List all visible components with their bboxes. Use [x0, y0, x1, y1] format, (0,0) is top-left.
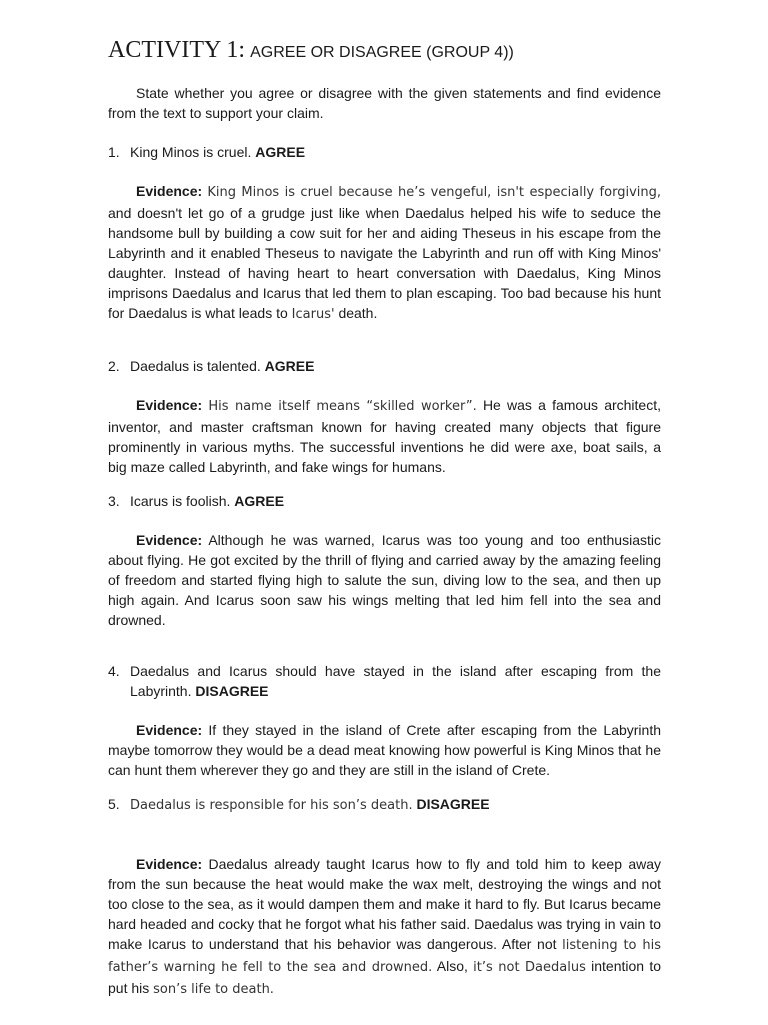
- evidence-lead: His name itself means “skilled worker”.: [208, 399, 477, 414]
- evidence-label: Evidence:: [136, 532, 203, 548]
- evidence-name: Icarus': [291, 307, 335, 322]
- evidence-4: [108, 720, 661, 780]
- answer-badge: AGREE: [255, 144, 306, 160]
- statement-number: 1.: [108, 144, 120, 160]
- statement-5: [108, 794, 661, 816]
- activity-title: [108, 36, 661, 67]
- evidence-3: [108, 530, 661, 630]
- evidence-body: and doesn't let go of a grudge just like when Daedalus helped his wife to seduce the handsome bull by building a cow suit for her and aiding Theseus in his escape from the Labyrinth and it enabled Theseus to navigate the Labyrinth and run off with King Minos' daughter. Instead of having heart to heart conversation with Daedalus, King Minos imprisons Daedalus and Icarus that led them to plan escaping. Too bad because his hunt for Daedalus is what leads to: [108, 205, 661, 321]
- evidence-label: Evidence:: [136, 183, 203, 199]
- statement-number: 4.: [108, 663, 120, 679]
- document-page: [108, 36, 661, 1025]
- evidence-body: He was a famous architect, inventor, and master craftsman known for having created many objects that figure prominently in various myths. The successful inventions he did were axe, boat sails, a big maze called Labyrinth, and fake wings for humans.: [108, 397, 662, 475]
- statement-text: Daedalus is responsible for his son’s death.: [130, 798, 413, 813]
- statement-text: King Minos is cruel.: [130, 144, 252, 160]
- statement-number: 5.: [108, 796, 120, 812]
- statement-text: Icarus is foolish.: [130, 493, 231, 509]
- evidence-body: Daedalus already taught Icarus how to fly and told him to keep away from the sun because the heat would make the wax melt, destroying the wings and not too close to the sea, as it would dampen them and make it hard to fly. But Icarus became hard headed and cocky that he forgot what his father said. Daedalus was trying in vain to make Icarus to understand that his behavior was dangerous. After not: [108, 856, 662, 952]
- evidence-tail: death.: [338, 305, 378, 321]
- statement-2: [108, 356, 661, 376]
- answer-badge: DISAGREE: [195, 683, 269, 699]
- title-activity-number: ACTIVITY 1:: [108, 37, 246, 63]
- statement-number: 2.: [108, 358, 120, 374]
- title-activity-name: AGREE OR DISAGREE (GROUP 4)): [250, 44, 514, 61]
- evidence-light-3: son’s life to death.: [153, 982, 274, 997]
- evidence-body: If they stayed in the island of Crete after escaping from the Labyrinth maybe tomorrow they would be a dead meat knowing how powerful is King Minos that he can hunt them wherever they go and they are still in the island of Crete.: [108, 722, 661, 778]
- statement-3: [108, 491, 661, 511]
- answer-badge: AGREE: [264, 358, 315, 374]
- evidence-1: [108, 181, 661, 325]
- instructions: State whether you agree or disagree with the given statements and find evidence from the text to support your claim.: [108, 85, 661, 121]
- evidence-mid: Also,: [436, 958, 468, 974]
- statement-4: [108, 661, 661, 701]
- statement-1: [108, 142, 661, 162]
- evidence-body: Although he was warned, Icarus was too young and too enthusiastic about flying. He got excited by the thrill of flying and carried away by the amazing feeling of freedom and started flying high to salute the sun, diving low to the sea, and then up high again. And Icarus soon saw his wings melting that led him fell into the sea and drowned.: [108, 532, 661, 628]
- evidence-label: Evidence:: [136, 397, 203, 413]
- evidence-light-1: listening to his father’s warning he fell to the sea and drowned.: [108, 938, 662, 975]
- evidence-label: Evidence:: [136, 722, 203, 738]
- answer-badge: AGREE: [234, 493, 285, 509]
- statement-number: 3.: [108, 493, 120, 509]
- evidence-label: Evidence:: [136, 856, 203, 872]
- statement-text: Daedalus and Icarus should have stayed in the island after escaping from the Labyrinth.: [130, 663, 661, 699]
- statement-text: Daedalus is talented.: [130, 358, 261, 374]
- evidence-lead: King Minos is cruel because he’s vengeful, isn't especially forgiving,: [207, 185, 661, 200]
- evidence-5: [108, 854, 661, 1000]
- answer-badge: DISAGREE: [416, 796, 490, 812]
- evidence-body-2: intention to put his: [108, 958, 661, 996]
- evidence-2: [108, 395, 661, 477]
- evidence-light-2: it’s not Daedalus: [473, 960, 586, 975]
